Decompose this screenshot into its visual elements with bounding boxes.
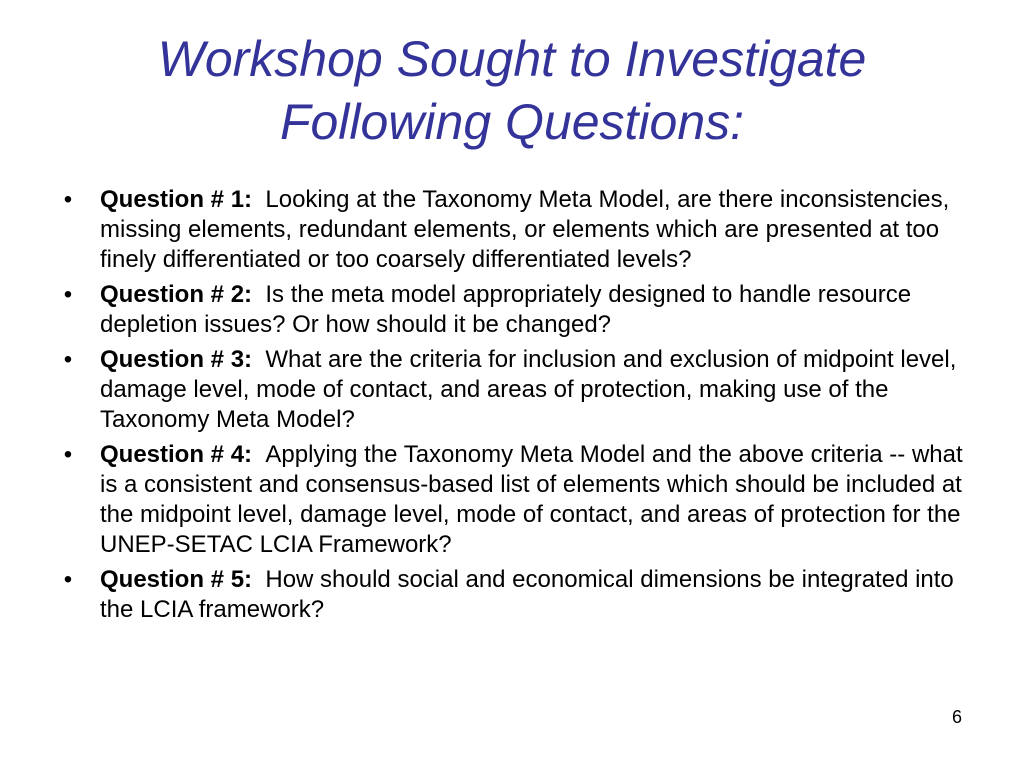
list-item [58, 565, 978, 625]
list-item [58, 185, 978, 275]
question-label: Question # 3: [100, 346, 253, 373]
list-item [58, 280, 978, 340]
question-label: Question # 2: [100, 281, 253, 308]
slide-number: 6 [951, 707, 962, 727]
bullet-icon: • [63, 281, 73, 308]
bullet-icon: • [63, 441, 73, 468]
list-item [58, 440, 978, 560]
question-text: How should social and economical dimensions be integrated into the LCIA framework? [100, 566, 954, 623]
slide-title [40, 28, 984, 154]
bullet-icon: • [63, 566, 73, 593]
list-item [58, 345, 978, 435]
bullet-icon: • [63, 346, 73, 373]
slide-title-line-2: Following Questions: [279, 94, 745, 150]
question-label: Question # 1: [100, 186, 253, 213]
question-text: Is the meta model appropriately designed to handle resource depletion issues? Or how should it be changed? [100, 281, 912, 338]
question-text: What are the criteria for inclusion and exclusion of midpoint level, damage level, mode of contact, and areas of protection, making use of the Taxonomy Meta Model? [100, 346, 957, 433]
question-text: Looking at the Taxonomy Meta Model, are there inconsistencies, missing elements, redundant elements, or elements which are presented at too finely differentiated or too coarsely differentiated levels? [100, 186, 950, 273]
question-text: Applying the Taxonomy Meta Model and the above criteria -- what is a consistent and consensus-based list of elements which should be included at the midpoint level, damage level, mode of contact, and areas of protection for the UNEP-SETAC LCIA Framework? [100, 441, 963, 558]
question-list [58, 185, 978, 630]
question-label: Question # 5: [100, 566, 253, 593]
slide-title-line-1: Workshop Sought to Investigate [157, 31, 867, 87]
bullet-icon: • [63, 186, 73, 213]
question-label: Question # 4: [100, 441, 253, 468]
